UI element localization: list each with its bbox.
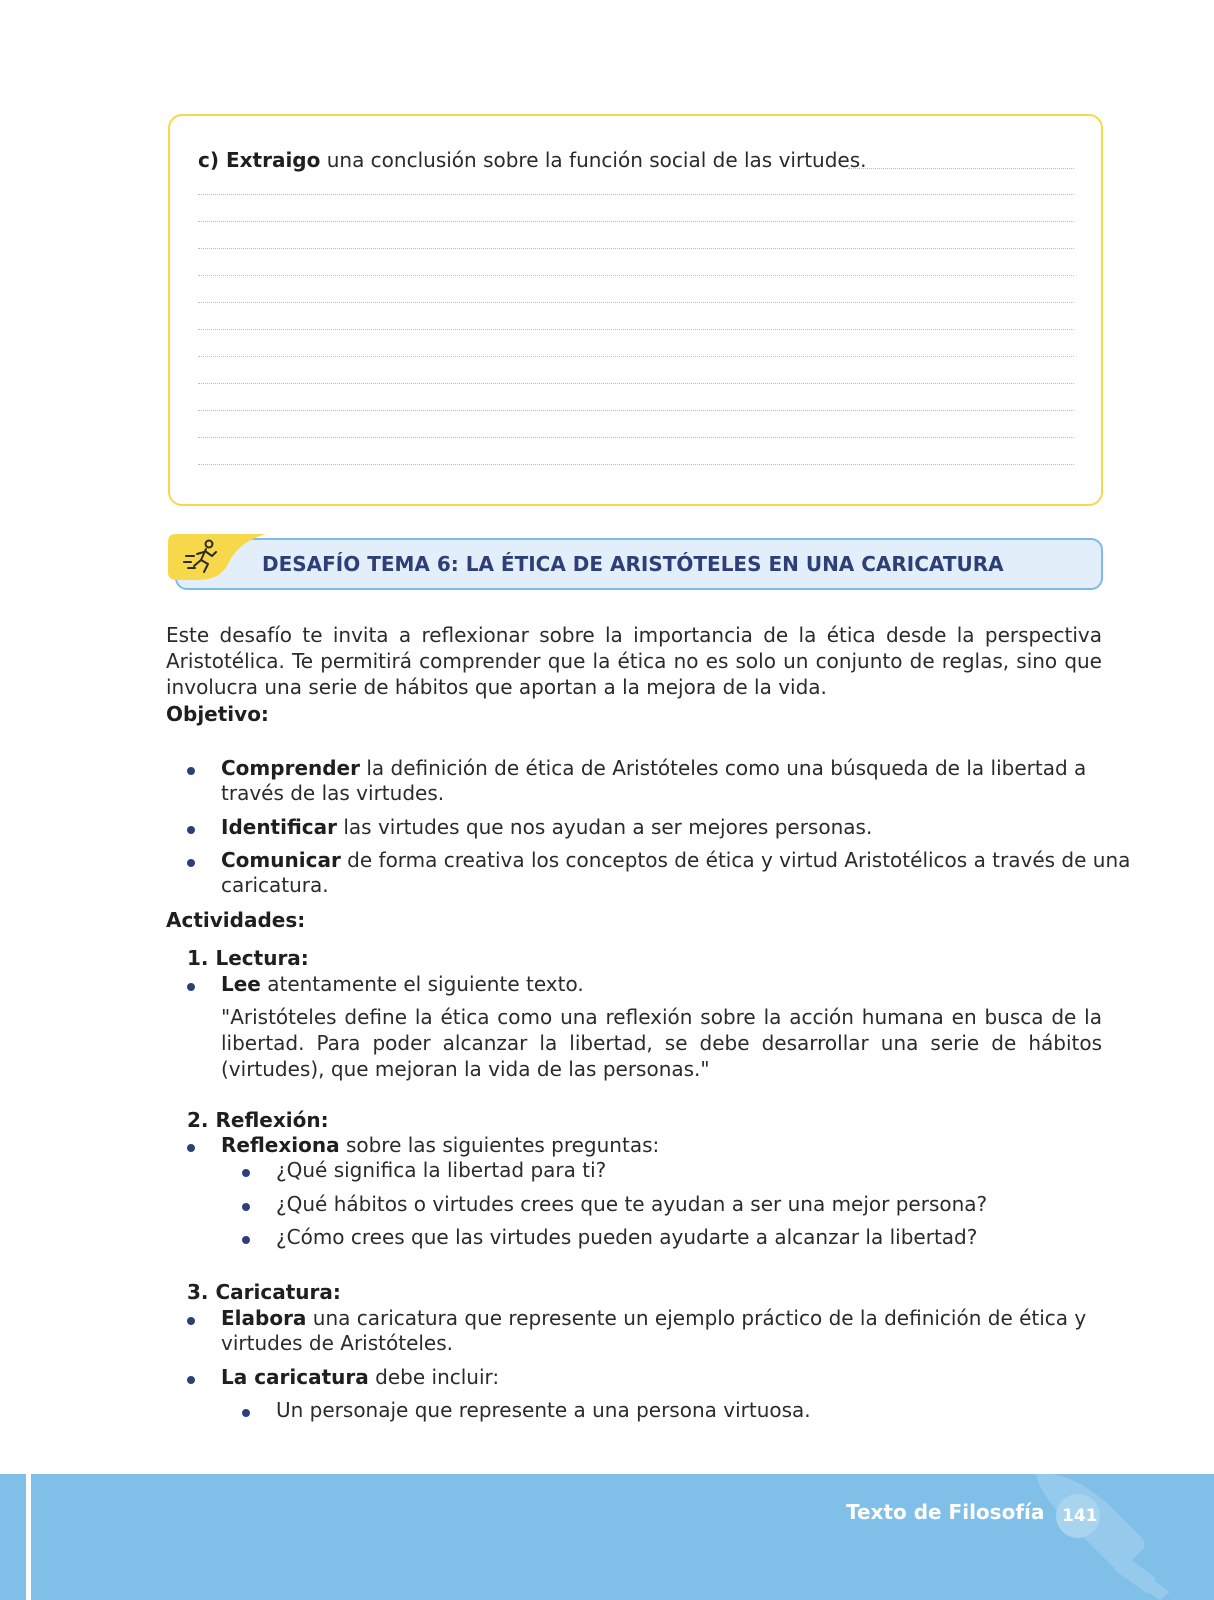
caricature-text: una caricatura que represente un ejemplo práctico de la definición de ética y [306,1306,1087,1330]
answer-line[interactable] [848,168,1074,169]
answer-line[interactable] [198,221,1074,222]
bullet-icon [242,1236,250,1244]
bullet-icon [242,1409,250,1417]
objective-item [221,814,1101,840]
answer-box [168,114,1103,506]
reflection-question: ¿Cómo crees que las virtudes pueden ayudarte a alcanzar la libertad? [276,1225,978,1249]
bullet-icon [242,1203,250,1211]
footer-divider [26,1474,31,1600]
reading-text: atentamente el siguiente texto. [260,972,584,996]
bullet-icon [187,859,195,867]
answer-line[interactable] [198,383,1074,384]
objective-item-continued: caricatura. [221,873,329,897]
answer-prompt [198,148,866,172]
caricature-verb: Elabora [221,1306,307,1330]
bullet-icon [187,1376,195,1384]
bullet-icon [242,1169,250,1177]
bullet-icon [187,983,195,991]
answer-line[interactable] [198,410,1074,411]
objective-verb: Identificar [221,815,338,839]
answer-line[interactable] [198,356,1074,357]
reflection-verb: Reflexiona [221,1133,340,1157]
reflection-instruction [221,1132,659,1158]
bullet-icon [187,767,195,775]
running-person-icon [168,534,266,580]
bullet-icon [187,1317,195,1325]
answer-line[interactable] [198,437,1074,438]
caricature-item [221,1364,499,1390]
answer-prompt-verb: c) Extraigo [198,148,321,172]
objective-heading: Objetivo: [166,702,269,726]
page-number: 141 [1062,1506,1098,1526]
objective-text: de forma creativa los conceptos de ética y virtud Aristotélicos a través de una [340,848,1131,872]
objective-text: la definición de ética de Aristóteles como una búsqueda de la libertad a [359,756,1087,780]
caricature-item [221,1305,1101,1331]
objective-item-continued: través de las virtudes. [221,781,445,805]
objective-item [221,755,1101,781]
caricature-subject: La caricatura [221,1365,369,1389]
bullet-icon [187,826,195,834]
caricature-text: debe incluir: [368,1365,500,1389]
objective-text: las virtudes que nos ayudan a ser mejores personas. [337,815,873,839]
objective-verb: Comunicar [221,848,341,872]
reading-quote: "Aristóteles define la ética como una reflexión sobre la acción humana en busca de la libertad. Para poder alcanzar la libertad, se debe desarrollar una serie de hábitos (virtudes), que mejoran la vida de las personas." [221,1005,1102,1081]
reading-instruction [221,971,584,997]
rocket-icon [1030,1474,1180,1600]
objective-verb: Comprender [221,756,360,780]
reflection-question: ¿Qué hábitos o virtudes crees que te ayudan a ser una mejor persona? [276,1192,988,1216]
caricature-item-continued: virtudes de Aristóteles. [221,1331,454,1355]
answer-line[interactable] [198,248,1074,249]
page-footer [0,1474,1214,1600]
reflection-heading: 2. Reflexión: [187,1108,329,1132]
activities-heading: Actividades: [166,908,306,932]
answer-prompt-text: una conclusión sobre la función social de las virtudes. [320,148,867,172]
answer-line[interactable] [198,302,1074,303]
caricature-heading: 3. Caricatura: [187,1280,341,1304]
challenge-banner [175,538,1103,590]
objective-item [221,847,1131,873]
reading-verb: Lee [221,972,261,996]
caricature-sub-item: Un personaje que represente a una persona virtuosa. [276,1398,811,1422]
footer-title: Texto de Filosofía [846,1500,1045,1524]
intro-paragraph: Este desafío te invita a reflexionar sobre la importancia de la ética desde la perspectiva Aristotélica. Te permitirá comprender que la ética no es solo un conjunto de reglas, sino que involucra una serie de hábitos que aportan a la mejora de la vida. [166,623,1102,699]
answer-line[interactable] [198,194,1074,195]
challenge-title: DESAFÍO TEMA 6: LA ÉTICA DE ARISTÓTELES EN UNA CARICATURA [262,552,1004,576]
answer-line[interactable] [198,464,1074,465]
reflection-text: sobre las siguientes preguntas: [339,1133,660,1157]
answer-line[interactable] [198,329,1074,330]
reading-heading: 1. Lectura: [187,946,309,970]
reflection-question: ¿Qué significa la libertad para ti? [276,1158,607,1182]
bullet-icon [187,1144,195,1152]
answer-line[interactable] [198,275,1074,276]
